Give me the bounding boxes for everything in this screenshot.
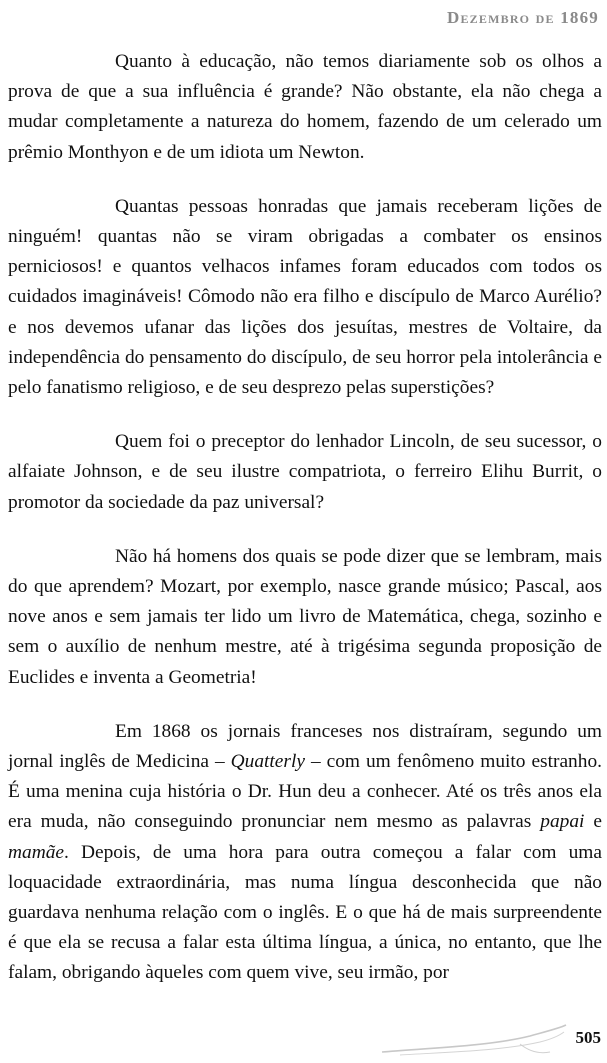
paragraph-education: Quanto à educação, não temos diariamente sob os olhos a prova de que a sua influência é grande? Não obstante, ela não chega a mudar completamente a natureza do homem, fazendo de um celerado um prêmio Monthyon e de um idiota um Newton. xyxy=(8,51,602,163)
paragraph-text-segment: e xyxy=(584,811,602,833)
paragraph-honest-people: Quantas pessoas honradas que jamais receberam lições de ninguém! quantas não se viram obrigadas a combater os ensinos perniciosos! e quantos velhacos infames foram educados com todos os cuidados imagináveis! Cômodo não era filho e discípulo de Marco Aurélio? e nos devemos ufanar das lições dos jesuítas, mestres de Voltaire, da independência do pensamento do discípulo, de seu horror pela intolerância e pelo fanatismo religioso, e de seu desprezo pelas superstições? xyxy=(8,195,602,399)
paragraph-strange-phenomenon xyxy=(8,717,602,989)
page-number: 505 xyxy=(575,1028,601,1047)
italic-word: papai xyxy=(540,811,585,833)
journal-title: Quatterly xyxy=(230,751,305,773)
paragraph-lincoln: Quem foi o preceptor do lenhador Lincoln, de seu sucessor, o alfaiate Johnson, e de seu ilustre compatriota, o ferreiro Elihu Burrit, o promotor da sociedade da paz universal? xyxy=(8,431,602,513)
paragraph-text-segment: – com um fenômeno muito estranho. É uma menina cuja história o Dr. Hun deu a conhecer. Até os três anos ela era muda, não conseguindo pronunciar nem mesmo as palavras xyxy=(8,751,602,833)
swash-ornament-icon xyxy=(380,1022,570,1058)
running-header: Dezembro de 1869 xyxy=(447,8,599,27)
paragraph-text-segment: Em 1868 os jornais franceses nos distraíram, segundo um jornal inglês de Medicina – xyxy=(8,720,602,773)
page-body xyxy=(8,47,602,989)
paragraph-text-segment: . Depois, de uma hora para outra começou a falar com uma loquacidade extraordinária, mas numa língua desconhecida que não guardava nenhuma relação com o inglês. E o que há de mais surpreendente é que ela se recusa a falar esta última língua, a única, no entanto, que lhe falam, obrigando àqueles com quem vive, seu irmão, por xyxy=(8,841,602,984)
paragraph-mozart-pascal: Não há homens dos quais se pode dizer que se lembram, mais do que aprendem? Mozart, por exemplo, nasce grande músico; Pascal, aos nove anos e sem jamais ter lido um livro de Matemática, chega, sozinho e sem o auxílio de nenhum mestre, até à trigésima segunda proposição de Euclides e inventa a Geometria! xyxy=(8,545,602,688)
italic-word: mamãe xyxy=(8,841,65,863)
